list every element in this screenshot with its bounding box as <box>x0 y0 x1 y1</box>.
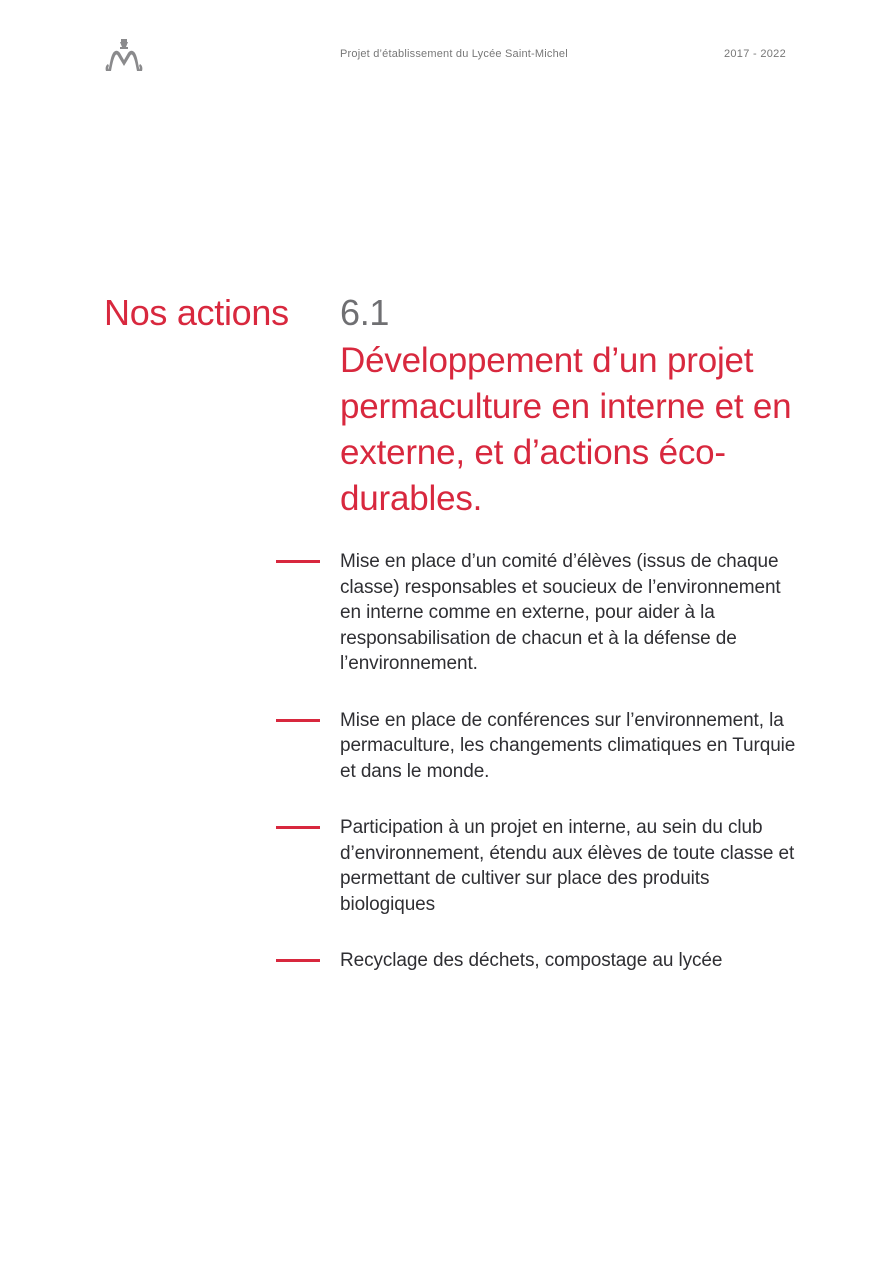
red-dash-bullet <box>276 560 320 563</box>
page-header <box>104 38 788 74</box>
red-dash-bullet <box>276 826 320 829</box>
section-title: Développement d’un projet permaculture en interne et en externe, et d’actions éco-durables. <box>340 341 792 518</box>
section-label: Nos actions <box>104 292 289 333</box>
action-item <box>276 549 796 677</box>
action-text: Participation à un projet en interne, au sein du club d’environnement, étendu aux élèves de toute classe et permettant de cultiver sur place des produits biologiques <box>340 817 795 915</box>
document-years: 2017 - 2022 <box>723 48 786 60</box>
actions-list <box>276 549 796 1005</box>
action-item <box>276 708 796 785</box>
action-item <box>276 948 796 974</box>
red-dash-bullet <box>276 959 320 962</box>
action-text: Recyclage des déchets, compostage au lycée <box>340 950 723 971</box>
action-text: Mise en place d’un comité d’élèves (issus de chaque classe) responsables et soucieux de l’environnement en interne comme en externe, pour aider à la responsabilisation de chacun et à la défense de l’environnement. <box>340 551 781 674</box>
school-logo-icon <box>104 38 144 74</box>
red-dash-bullet <box>276 719 320 722</box>
action-item <box>276 815 796 917</box>
section-number: 6.1 <box>340 292 390 333</box>
action-text: Mise en place de conférences sur l’environnement, la permaculture, les changements climatiques en Turquie et dans le monde. <box>340 709 796 782</box>
document-title: Projet d’établissement du Lycée Saint-Michel <box>340 48 568 60</box>
